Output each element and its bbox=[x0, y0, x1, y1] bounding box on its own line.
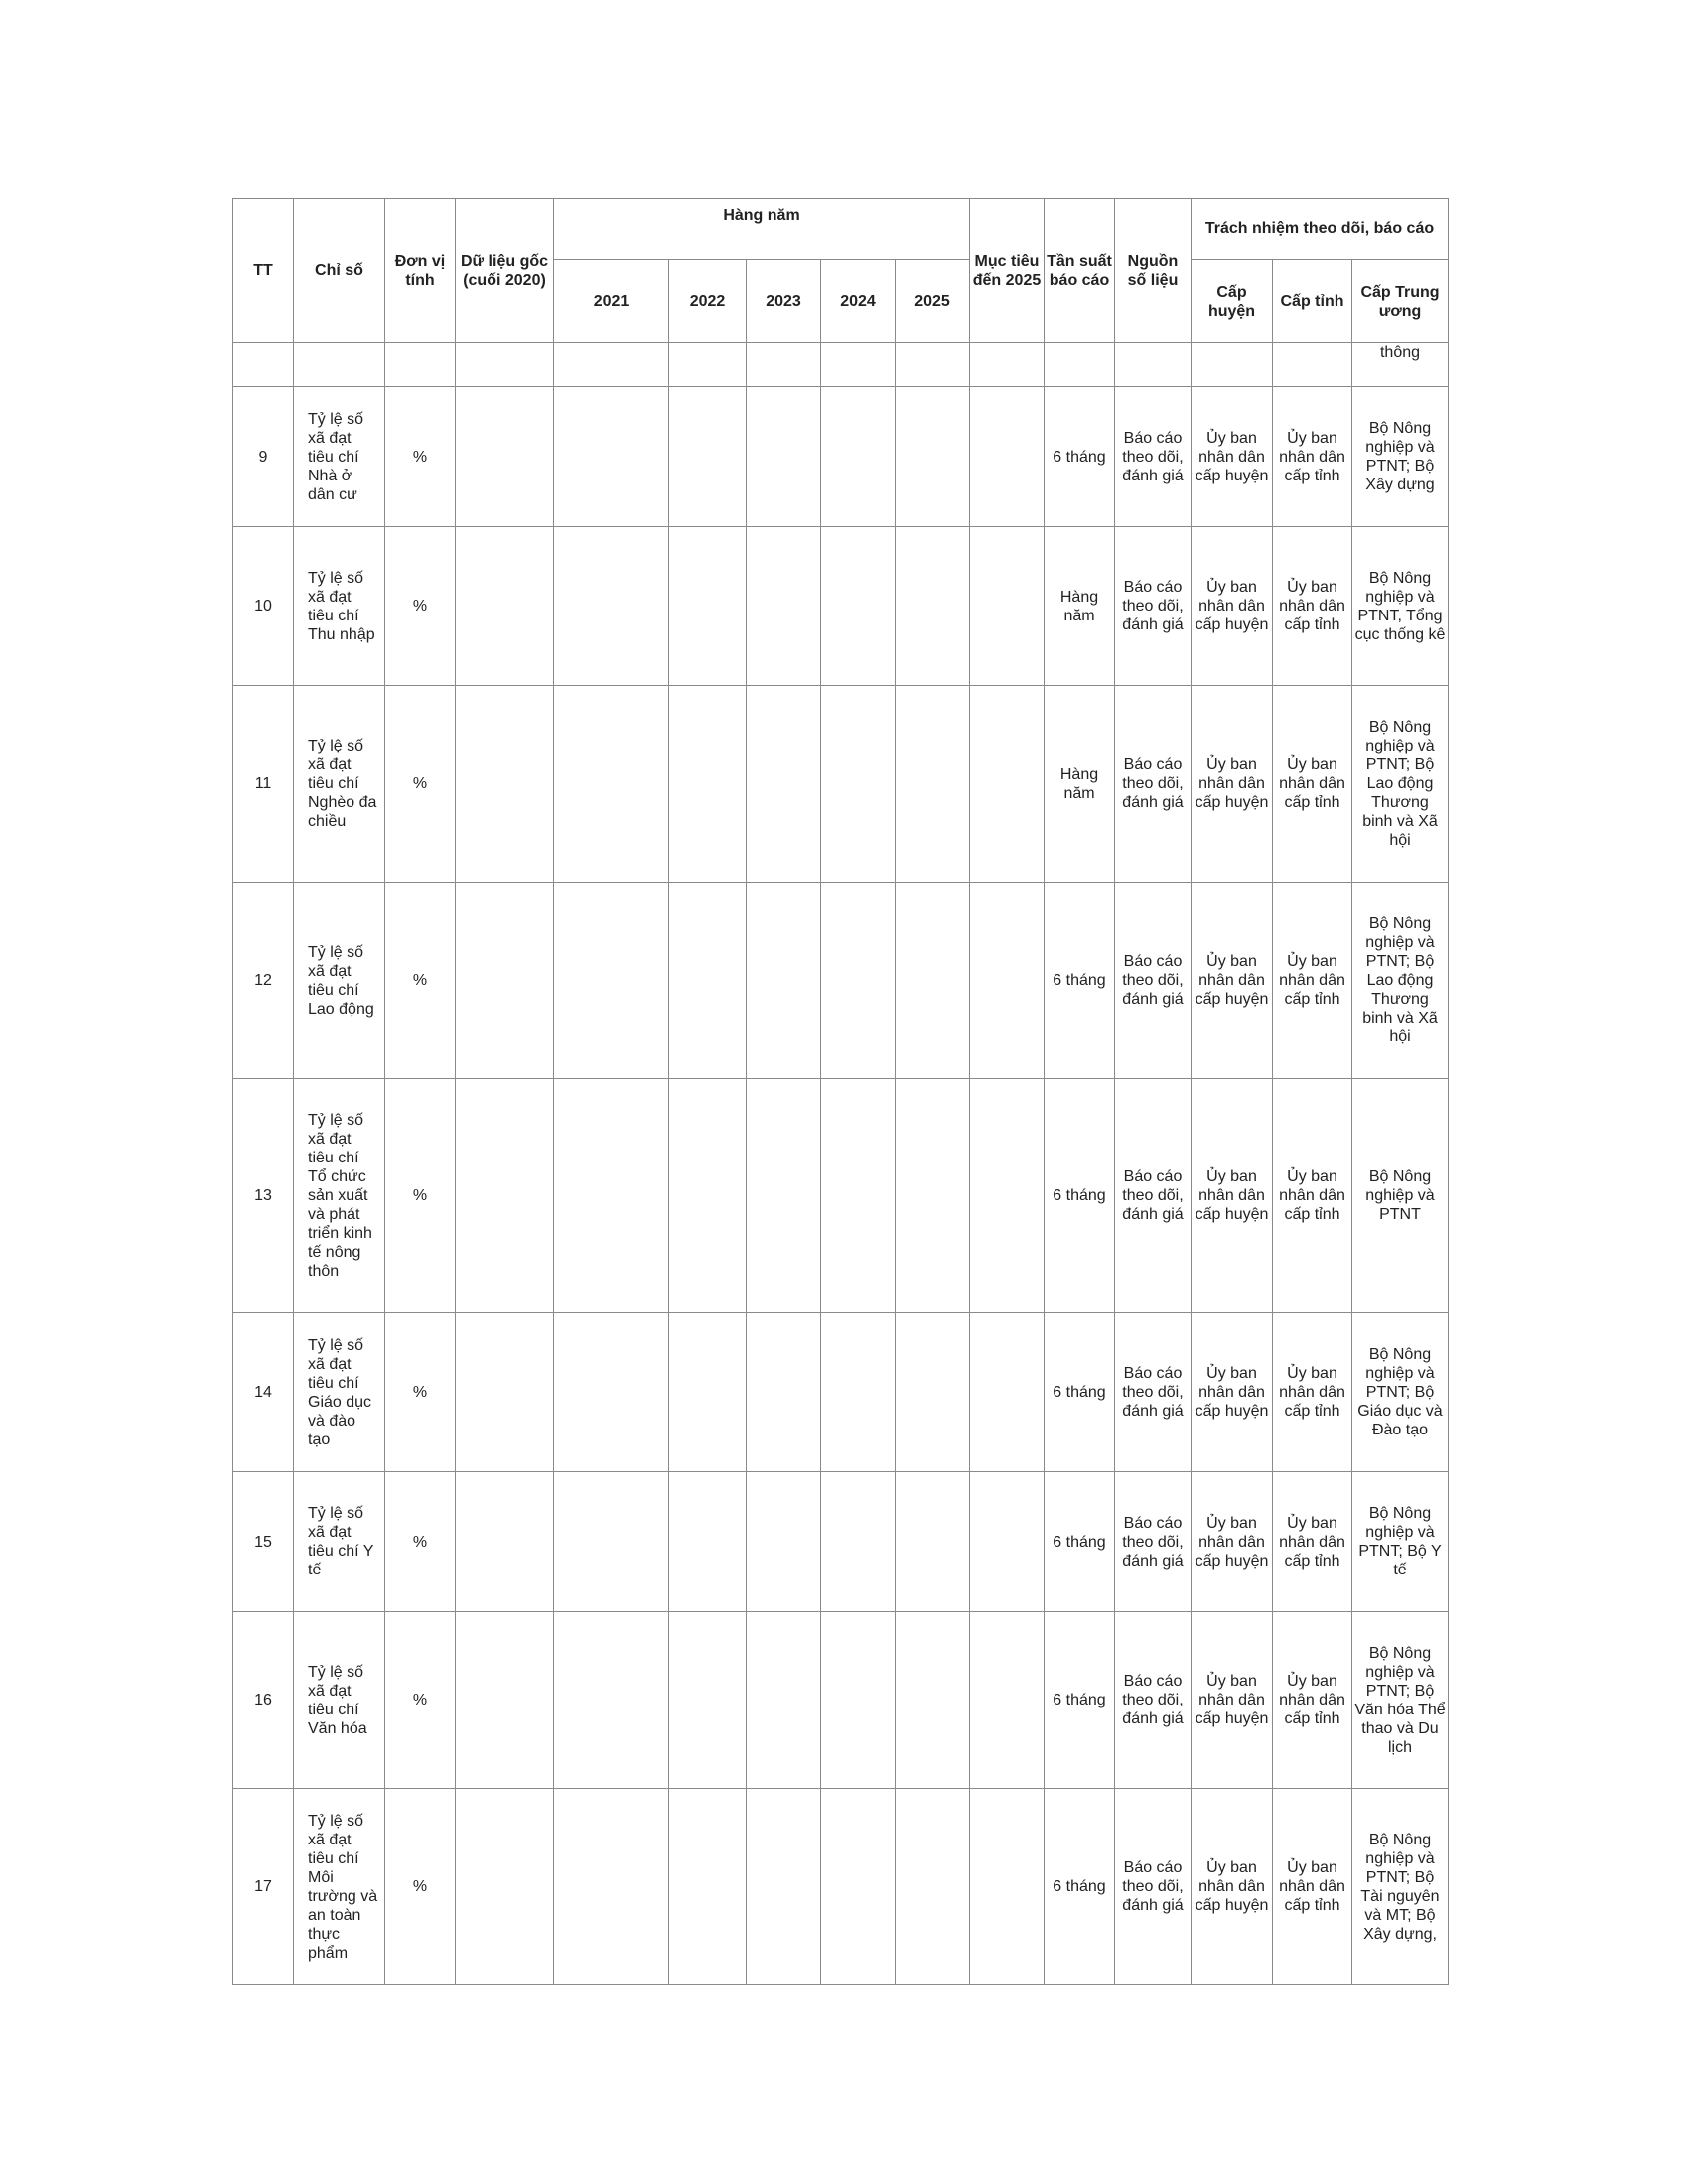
indicator-name: Tỷ lệ số xã đạt tiêu chí Lao động bbox=[294, 883, 385, 1079]
indicator-table bbox=[232, 198, 1449, 1985]
indicator-name: Tỷ lệ số xã đạt tiêu chí Y tế bbox=[294, 1472, 385, 1612]
header-nguon: Nguồn số liệu bbox=[1115, 199, 1192, 343]
year-2021-value bbox=[554, 1472, 669, 1612]
central-responsibility: Bộ Nông nghiệp và PTNT; Bộ Lao động Thương binh và Xã hội bbox=[1352, 686, 1449, 883]
indicator-name: Tỷ lệ số xã đạt tiêu chí Nhà ở dân cư bbox=[294, 387, 385, 527]
unit: % bbox=[385, 387, 456, 527]
target-2025-value bbox=[970, 1472, 1045, 1612]
year-2023-value bbox=[747, 1079, 821, 1313]
row-number: 10 bbox=[233, 527, 294, 686]
baseline-value bbox=[456, 1789, 554, 1985]
unit: % bbox=[385, 883, 456, 1079]
year-2021-value bbox=[554, 527, 669, 686]
central-responsibility: Bộ Nông nghiệp và PTNT; Bộ Y tế bbox=[1352, 1472, 1449, 1612]
header-trachnhiem: Trách nhiệm theo dõi, báo cáo bbox=[1192, 199, 1449, 260]
header-captw: Cấp Trung ương bbox=[1352, 260, 1449, 343]
header-hangnam: Hàng năm bbox=[554, 199, 970, 260]
year-2024-value bbox=[821, 1079, 896, 1313]
data-source: Báo cáo theo dõi, đánh giá bbox=[1115, 883, 1192, 1079]
year-2023-value bbox=[747, 686, 821, 883]
province-responsibility: Ủy ban nhân dân cấp tỉnh bbox=[1273, 1313, 1352, 1472]
province-responsibility: Ủy ban nhân dân cấp tỉnh bbox=[1273, 1789, 1352, 1985]
table-row bbox=[233, 883, 1449, 1079]
unit: % bbox=[385, 1079, 456, 1313]
indicator-name: Tỷ lệ số xã đạt tiêu chí Văn hóa bbox=[294, 1612, 385, 1789]
table-row bbox=[233, 686, 1449, 883]
data-source: Báo cáo theo dõi, đánh giá bbox=[1115, 686, 1192, 883]
year-2025-value bbox=[896, 527, 970, 686]
row-number: 17 bbox=[233, 1789, 294, 1985]
target-2025-value bbox=[970, 686, 1045, 883]
baseline-value bbox=[456, 1472, 554, 1612]
row-number: 14 bbox=[233, 1313, 294, 1472]
district-responsibility: Ủy ban nhân dân cấp huyện bbox=[1192, 1789, 1273, 1985]
header-tansuat: Tần suất báo cáo bbox=[1045, 199, 1115, 343]
year-2023-value bbox=[747, 1789, 821, 1985]
data-source: Báo cáo theo dõi, đánh giá bbox=[1115, 527, 1192, 686]
province-responsibility: Ủy ban nhân dân cấp tỉnh bbox=[1273, 1079, 1352, 1313]
year-2025-value bbox=[896, 1789, 970, 1985]
unit: % bbox=[385, 1612, 456, 1789]
year-2023-value bbox=[747, 387, 821, 527]
report-frequency: 6 tháng bbox=[1045, 1789, 1115, 1985]
unit: % bbox=[385, 686, 456, 883]
header-year: 2021 bbox=[554, 260, 669, 343]
data-source: Báo cáo theo dõi, đánh giá bbox=[1115, 1612, 1192, 1789]
table-row bbox=[233, 1313, 1449, 1472]
year-2025-value bbox=[896, 387, 970, 527]
year-2021-value bbox=[554, 1789, 669, 1985]
baseline-value bbox=[456, 387, 554, 527]
row-number: 9 bbox=[233, 387, 294, 527]
year-2022-value bbox=[669, 1079, 747, 1313]
table-row bbox=[233, 1612, 1449, 1789]
indicator-name: Tỷ lệ số xã đạt tiêu chí Nghèo đa chiều bbox=[294, 686, 385, 883]
central-responsibility: Bộ Nông nghiệp và PTNT; Bộ Xây dựng bbox=[1352, 387, 1449, 527]
year-2024-value bbox=[821, 686, 896, 883]
year-2022-value bbox=[669, 1313, 747, 1472]
year-2024-value bbox=[821, 1612, 896, 1789]
table-row bbox=[233, 387, 1449, 527]
data-source: Báo cáo theo dõi, đánh giá bbox=[1115, 1313, 1192, 1472]
district-responsibility: Ủy ban nhân dân cấp huyện bbox=[1192, 883, 1273, 1079]
province-responsibility: Ủy ban nhân dân cấp tỉnh bbox=[1273, 527, 1352, 686]
data-source: Báo cáo theo dõi, đánh giá bbox=[1115, 1789, 1192, 1985]
unit: % bbox=[385, 1313, 456, 1472]
year-2023-value bbox=[747, 527, 821, 686]
province-responsibility: Ủy ban nhân dân cấp tỉnh bbox=[1273, 883, 1352, 1079]
central-responsibility: Bộ Nông nghiệp và PTNT; Bộ Lao động Thương binh và Xã hội bbox=[1352, 883, 1449, 1079]
data-source: Báo cáo theo dõi, đánh giá bbox=[1115, 387, 1192, 527]
central-responsibility: Bộ Nông nghiệp và PTNT; Bộ Văn hóa Thể thao và Du lịch bbox=[1352, 1612, 1449, 1789]
year-2021-value bbox=[554, 1612, 669, 1789]
year-2021-value bbox=[554, 686, 669, 883]
central-responsibility: Bộ Nông nghiệp và PTNT, Tổng cục thống kê bbox=[1352, 527, 1449, 686]
report-frequency: 6 tháng bbox=[1045, 883, 1115, 1079]
table-row bbox=[233, 1472, 1449, 1612]
baseline-value bbox=[456, 686, 554, 883]
year-2022-value bbox=[669, 686, 747, 883]
target-2025-value bbox=[970, 1612, 1045, 1789]
year-2025-value bbox=[896, 1313, 970, 1472]
year-2021-value bbox=[554, 1313, 669, 1472]
header-caphuyen: Cấp huyện bbox=[1192, 260, 1273, 343]
year-2021-value bbox=[554, 883, 669, 1079]
indicator-name: Tỷ lệ số xã đạt tiêu chí Môi trường và an toàn thực phẩm bbox=[294, 1789, 385, 1985]
province-responsibility: Ủy ban nhân dân cấp tỉnh bbox=[1273, 1612, 1352, 1789]
central-responsibility: Bộ Nông nghiệp và PTNT; Bộ Giáo dục và Đào tạo bbox=[1352, 1313, 1449, 1472]
report-frequency: Hàng năm bbox=[1045, 527, 1115, 686]
district-responsibility: Ủy ban nhân dân cấp huyện bbox=[1192, 387, 1273, 527]
target-2025-value bbox=[970, 1313, 1045, 1472]
report-frequency: 6 tháng bbox=[1045, 1079, 1115, 1313]
continuation-text: thông bbox=[1352, 343, 1449, 387]
province-responsibility: Ủy ban nhân dân cấp tỉnh bbox=[1273, 387, 1352, 527]
data-source: Báo cáo theo dõi, đánh giá bbox=[1115, 1472, 1192, 1612]
table-row bbox=[233, 527, 1449, 686]
target-2025-value bbox=[970, 527, 1045, 686]
header-donvi: Đơn vị tính bbox=[385, 199, 456, 343]
indicator-name: Tỷ lệ số xã đạt tiêu chí Thu nhập bbox=[294, 527, 385, 686]
unit: % bbox=[385, 527, 456, 686]
target-2025-value bbox=[970, 1789, 1045, 1985]
header-chiso: Chỉ số bbox=[294, 199, 385, 343]
year-2025-value bbox=[896, 883, 970, 1079]
central-responsibility: Bộ Nông nghiệp và PTNT bbox=[1352, 1079, 1449, 1313]
report-frequency: Hàng năm bbox=[1045, 686, 1115, 883]
year-2024-value bbox=[821, 883, 896, 1079]
report-frequency: 6 tháng bbox=[1045, 1472, 1115, 1612]
header-muctieu: Mục tiêu đến 2025 bbox=[970, 199, 1045, 343]
row-number: 15 bbox=[233, 1472, 294, 1612]
year-2022-value bbox=[669, 527, 747, 686]
row-number: 13 bbox=[233, 1079, 294, 1313]
header-tt: TT bbox=[233, 199, 294, 343]
indicator-name: Tỷ lệ số xã đạt tiêu chí Giáo dục và đào tạo bbox=[294, 1313, 385, 1472]
report-frequency: 6 tháng bbox=[1045, 1612, 1115, 1789]
unit: % bbox=[385, 1472, 456, 1612]
header-year: 2025 bbox=[896, 260, 970, 343]
baseline-value bbox=[456, 883, 554, 1079]
header-year: 2024 bbox=[821, 260, 896, 343]
report-frequency: 6 tháng bbox=[1045, 387, 1115, 527]
year-2024-value bbox=[821, 1313, 896, 1472]
header-year: 2023 bbox=[747, 260, 821, 343]
year-2025-value bbox=[896, 686, 970, 883]
continuation-row bbox=[233, 343, 1449, 387]
indicator-name: Tỷ lệ số xã đạt tiêu chí Tổ chức sản xuất và phát triển kinh tế nông thôn bbox=[294, 1079, 385, 1313]
year-2022-value bbox=[669, 1612, 747, 1789]
row-number: 11 bbox=[233, 686, 294, 883]
year-2023-value bbox=[747, 1612, 821, 1789]
target-2025-value bbox=[970, 883, 1045, 1079]
header-year: 2022 bbox=[669, 260, 747, 343]
year-2024-value bbox=[821, 1472, 896, 1612]
year-2025-value bbox=[896, 1079, 970, 1313]
year-2023-value bbox=[747, 1472, 821, 1612]
report-frequency: 6 tháng bbox=[1045, 1313, 1115, 1472]
year-2022-value bbox=[669, 387, 747, 527]
baseline-value bbox=[456, 1612, 554, 1789]
table-row bbox=[233, 1079, 1449, 1313]
baseline-value bbox=[456, 1079, 554, 1313]
district-responsibility: Ủy ban nhân dân cấp huyện bbox=[1192, 1313, 1273, 1472]
district-responsibility: Ủy ban nhân dân cấp huyện bbox=[1192, 686, 1273, 883]
baseline-value bbox=[456, 527, 554, 686]
row-number: 16 bbox=[233, 1612, 294, 1789]
year-2023-value bbox=[747, 1313, 821, 1472]
year-2024-value bbox=[821, 387, 896, 527]
table-row bbox=[233, 1789, 1449, 1985]
row-number: 12 bbox=[233, 883, 294, 1079]
year-2025-value bbox=[896, 1612, 970, 1789]
header-dulieu: Dữ liệu gốc (cuối 2020) bbox=[456, 199, 554, 343]
baseline-value bbox=[456, 1313, 554, 1472]
province-responsibility: Ủy ban nhân dân cấp tỉnh bbox=[1273, 1472, 1352, 1612]
year-2024-value bbox=[821, 527, 896, 686]
header-captinh: Cấp tỉnh bbox=[1273, 260, 1352, 343]
year-2023-value bbox=[747, 883, 821, 1079]
district-responsibility: Ủy ban nhân dân cấp huyện bbox=[1192, 1612, 1273, 1789]
target-2025-value bbox=[970, 1079, 1045, 1313]
year-2024-value bbox=[821, 1789, 896, 1985]
district-responsibility: Ủy ban nhân dân cấp huyện bbox=[1192, 1472, 1273, 1612]
year-2022-value bbox=[669, 1789, 747, 1985]
unit: % bbox=[385, 1789, 456, 1985]
target-2025-value bbox=[970, 387, 1045, 527]
province-responsibility: Ủy ban nhân dân cấp tỉnh bbox=[1273, 686, 1352, 883]
data-source: Báo cáo theo dõi, đánh giá bbox=[1115, 1079, 1192, 1313]
year-2021-value bbox=[554, 387, 669, 527]
year-2021-value bbox=[554, 1079, 669, 1313]
year-2022-value bbox=[669, 1472, 747, 1612]
year-2022-value bbox=[669, 883, 747, 1079]
district-responsibility: Ủy ban nhân dân cấp huyện bbox=[1192, 1079, 1273, 1313]
central-responsibility: Bộ Nông nghiệp và PTNT; Bộ Tài nguyên và MT; Bộ Xây dựng, bbox=[1352, 1789, 1449, 1985]
year-2025-value bbox=[896, 1472, 970, 1612]
district-responsibility: Ủy ban nhân dân cấp huyện bbox=[1192, 527, 1273, 686]
